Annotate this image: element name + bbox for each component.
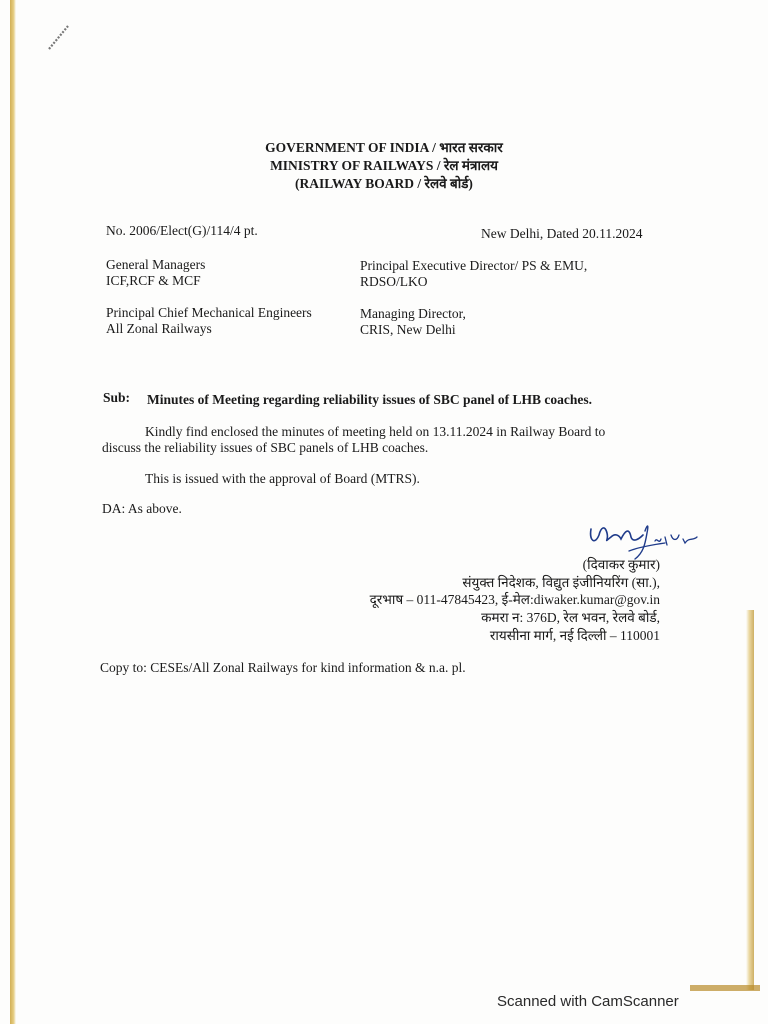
header-board: (RAILWAY BOARD / रेलवे बोर्ड) — [295, 176, 473, 191]
header-government: GOVERNMENT OF INDIA / भारत सरकार — [265, 140, 503, 155]
addressee-pcme-units: All Zonal Railways — [106, 321, 212, 336]
scanner-watermark: Scanned with CamScanner — [497, 993, 679, 1010]
header-ministry: MINISTRY OF RAILWAYS / रेल मंत्रालय — [270, 158, 498, 173]
addressee-ped-unit: RDSO/LKO — [360, 274, 428, 289]
body-paragraph-1-line-1: Kindly find enclosed the minutes of meeting held on 13.11.2024 in Railway Board to — [145, 424, 606, 439]
scan-edge-right — [746, 610, 754, 990]
addressee-general-managers-units: ICF,RCF & MCF — [106, 273, 201, 288]
signatory-designation: संयुक्त निदेशक, विद्युत इंजीनियरिंग (सा.), — [462, 575, 660, 590]
place-date: New Delhi, Dated 20.11.2024 — [481, 226, 643, 241]
subject-label: Sub: — [103, 390, 131, 405]
signatory-name: (दिवाकर कुमार) — [582, 557, 660, 572]
addressee-general-managers: General Managers — [106, 257, 206, 272]
addressee-md: Managing Director, — [360, 306, 466, 321]
copy-to-line: Copy to: CESEs/All Zonal Railways for kind information & n.a. pl. — [100, 660, 466, 675]
signatory-address: रायसीना मार्ग, नई दिल्ली – 110001 — [489, 628, 660, 643]
body-paragraph-1-line-2: discuss the reliability issues of SBC panels of LHB coaches. — [102, 440, 429, 455]
reference-number: No. 2006/Elect(G)/114/4 pt. — [106, 223, 258, 238]
signatory-contact: दूरभाष – 011-47845423, ई-मेल:diwaker.kumar@gov.in — [369, 592, 660, 607]
addressee-ped: Principal Executive Director/ PS & EMU, — [360, 258, 588, 273]
enclosure-note: DA: As above. — [102, 501, 182, 516]
signatory-room: कमरा न: 376D, रेल भवन, रेलवे बोर्ड, — [481, 610, 660, 625]
addressee-md-unit: CRIS, New Delhi — [360, 322, 456, 337]
body-paragraph-2: This is issued with the approval of Board (MTRS). — [145, 471, 420, 486]
pencil-mark-icon — [46, 22, 72, 52]
scan-edge-bottom — [690, 985, 760, 991]
addressee-pcme: Principal Chief Mechanical Engineers — [106, 305, 312, 320]
subject-text: Minutes of Meeting regarding reliability issues of SBC panel of LHB coaches. — [147, 392, 592, 407]
